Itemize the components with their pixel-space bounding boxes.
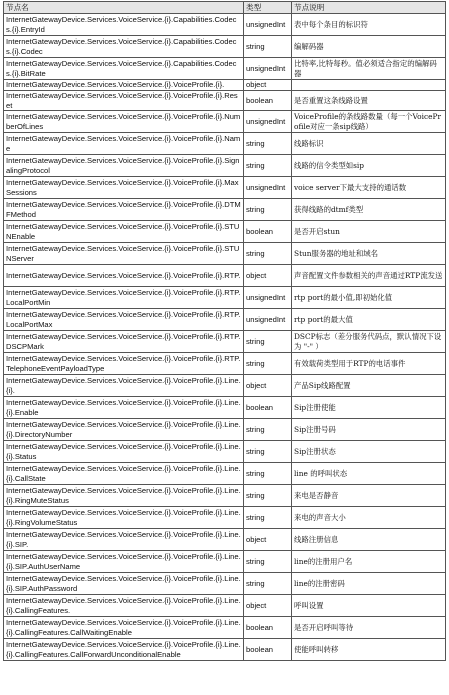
table-row (4, 155, 446, 177)
table-row (4, 287, 446, 309)
description-cell: voice server下最大支持的通话数 (292, 177, 446, 199)
table-row (4, 551, 446, 573)
description-cell: 表中每个条目的标识符 (292, 14, 446, 36)
node-name-cell: InternetGatewayDevice.Services.VoiceService.{i}.VoiceProfile.{i}.SignalingProtocol (4, 155, 244, 177)
table-row (4, 80, 446, 91)
table-row (4, 309, 446, 331)
description-cell (292, 80, 446, 91)
type-cell: boolean (244, 617, 292, 639)
table-row (4, 397, 446, 419)
node-name-cell: InternetGatewayDevice.Services.VoiceService.{i}.VoiceProfile.{i}.MaxSessions (4, 177, 244, 199)
type-cell: string (244, 331, 292, 353)
node-name-cell: InternetGatewayDevice.Services.VoiceService.{i}.VoiceProfile.{i}.Line.{i}.CallingFeatures. (4, 595, 244, 617)
node-name-cell: InternetGatewayDevice.Services.VoiceService.{i}.Capabilities.Codecs.{i}.BitRate (4, 58, 244, 80)
description-cell: 有效载荷类型用于RTP的电话事件 (292, 353, 446, 375)
description-cell: 是否开启stun (292, 221, 446, 243)
type-cell: unsignedInt (244, 309, 292, 331)
table-body (4, 14, 446, 661)
table-row (4, 595, 446, 617)
node-name-cell: InternetGatewayDevice.Services.VoiceService.{i}.VoiceProfile.{i}.Line.{i}.SIP.AuthPassword (4, 573, 244, 595)
description-cell: line的注册密码 (292, 573, 446, 595)
description-cell: 声音配置文件参数相关的声音通过RTP流发送 (292, 265, 446, 287)
node-name-cell: InternetGatewayDevice.Services.VoiceService.{i}.VoiceProfile.{i}.RTP. (4, 265, 244, 287)
type-cell: object (244, 375, 292, 397)
table-row (4, 265, 446, 287)
type-cell: unsignedInt (244, 287, 292, 309)
header-type: 类型 (244, 2, 292, 14)
type-cell: boolean (244, 91, 292, 111)
node-name-cell: InternetGatewayDevice.Services.VoiceService.{i}.VoiceProfile.{i}.RTP.LocalPortMax (4, 309, 244, 331)
node-name-cell: InternetGatewayDevice.Services.VoiceService.{i}.VoiceProfile.{i}.Line.{i}.Status (4, 441, 244, 463)
description-cell: 来电是否静音 (292, 485, 446, 507)
type-cell: string (244, 243, 292, 265)
node-name-cell: InternetGatewayDevice.Services.VoiceService.{i}.VoiceProfile.{i}.NumberOfLines (4, 111, 244, 133)
table-row (4, 36, 446, 58)
description-cell: 来电的声音大小 (292, 507, 446, 529)
type-cell: boolean (244, 639, 292, 661)
type-cell: unsignedInt (244, 14, 292, 36)
table-row (4, 14, 446, 36)
description-cell: Sip注册状态 (292, 441, 446, 463)
type-cell: string (244, 36, 292, 58)
table-row (4, 243, 446, 265)
description-cell: Stun服务器的地址和域名 (292, 243, 446, 265)
description-cell: 是否重置这条线路设置 (292, 91, 446, 111)
table-row (4, 221, 446, 243)
type-cell: string (244, 133, 292, 155)
header-node-name: 节点名 (4, 2, 244, 14)
table-row (4, 331, 446, 353)
type-cell: string (244, 419, 292, 441)
node-name-cell: InternetGatewayDevice.Services.VoiceService.{i}.VoiceProfile.{i}.RTP.TelephoneEventPayloadType (4, 353, 244, 375)
type-cell: unsignedInt (244, 177, 292, 199)
table-row (4, 507, 446, 529)
description-cell: 获得线路的dtmf类型 (292, 199, 446, 221)
type-cell: boolean (244, 397, 292, 419)
description-cell: 产品Sip线路配置 (292, 375, 446, 397)
description-cell: line的注册用户名 (292, 551, 446, 573)
table-row (4, 133, 446, 155)
description-cell: Sip注册使能 (292, 397, 446, 419)
table-row (4, 177, 446, 199)
type-cell: string (244, 507, 292, 529)
node-name-cell: InternetGatewayDevice.Services.VoiceService.{i}.Capabilities.Codecs.{i}.EntryId (4, 14, 244, 36)
description-cell: 使能呼叫转移 (292, 639, 446, 661)
type-cell: boolean (244, 221, 292, 243)
description-cell: VoiceProfile的条线路数量（每一个VoiceProfile对应一条sip线路） (292, 111, 446, 133)
table-header-row (4, 2, 446, 14)
node-name-cell: InternetGatewayDevice.Services.VoiceService.{i}.VoiceProfile.{i}.Line.{i}.SIP. (4, 529, 244, 551)
type-cell: string (244, 199, 292, 221)
type-cell: string (244, 551, 292, 573)
type-cell: string (244, 353, 292, 375)
description-cell: 编解码器 (292, 36, 446, 58)
node-name-cell: InternetGatewayDevice.Services.VoiceService.{i}.VoiceProfile.{i}.Name (4, 133, 244, 155)
node-name-cell: InternetGatewayDevice.Services.VoiceService.{i}.VoiceProfile.{i}.RTP.LocalPortMin (4, 287, 244, 309)
table-row (4, 529, 446, 551)
type-cell: object (244, 265, 292, 287)
type-cell: string (244, 155, 292, 177)
node-name-cell: InternetGatewayDevice.Services.VoiceService.{i}.VoiceProfile.{i}.STUNEnable (4, 221, 244, 243)
node-name-cell: InternetGatewayDevice.Services.VoiceService.{i}.VoiceProfile.{i}.Line.{i}.CallingFeatures.CallForwardUnconditionalEnable (4, 639, 244, 661)
description-cell: DSCP标志（差分服务代码点，默认情况下设为 "-" ） (292, 331, 446, 353)
table-row (4, 463, 446, 485)
table-row (4, 485, 446, 507)
table-row (4, 91, 446, 111)
table-row (4, 58, 446, 80)
type-cell: unsignedInt (244, 111, 292, 133)
type-cell: string (244, 485, 292, 507)
node-name-cell: InternetGatewayDevice.Services.VoiceService.{i}.Capabilities.Codecs.{i}.Codec (4, 36, 244, 58)
type-cell: object (244, 595, 292, 617)
node-name-cell: InternetGatewayDevice.Services.VoiceService.{i}.VoiceProfile.{i}.Line.{i}. (4, 375, 244, 397)
node-name-cell: InternetGatewayDevice.Services.VoiceService.{i}.VoiceProfile.{i}.DTMFMethod (4, 199, 244, 221)
description-cell: rtp port的最小值,即初始化值 (292, 287, 446, 309)
parameter-table (3, 1, 446, 661)
type-cell: string (244, 463, 292, 485)
node-name-cell: InternetGatewayDevice.Services.VoiceService.{i}.VoiceProfile.{i}.Line.{i}.Enable (4, 397, 244, 419)
node-name-cell: InternetGatewayDevice.Services.VoiceService.{i}.VoiceProfile.{i}.Line.{i}.CallingFeatures.CallWaitingEnable (4, 617, 244, 639)
type-cell: object (244, 80, 292, 91)
table-row (4, 617, 446, 639)
type-cell: string (244, 573, 292, 595)
description-cell: 线路注册信息 (292, 529, 446, 551)
table-row (4, 639, 446, 661)
table-row (4, 573, 446, 595)
node-name-cell: InternetGatewayDevice.Services.VoiceService.{i}.VoiceProfile.{i}. (4, 80, 244, 91)
table-row (4, 353, 446, 375)
description-cell: 呼叫设置 (292, 595, 446, 617)
description-cell: line 的呼叫状态 (292, 463, 446, 485)
header-description: 节点说明 (292, 2, 446, 14)
description-cell: 线路标识 (292, 133, 446, 155)
node-name-cell: InternetGatewayDevice.Services.VoiceService.{i}.VoiceProfile.{i}.RTP.DSCPMark (4, 331, 244, 353)
table-row (4, 375, 446, 397)
type-cell: string (244, 441, 292, 463)
node-name-cell: InternetGatewayDevice.Services.VoiceService.{i}.VoiceProfile.{i}.Line.{i}.SIP.AuthUserName (4, 551, 244, 573)
description-cell: 线路的信令类型如sip (292, 155, 446, 177)
node-name-cell: InternetGatewayDevice.Services.VoiceService.{i}.VoiceProfile.{i}.Line.{i}.DirectoryNumber (4, 419, 244, 441)
table-row (4, 111, 446, 133)
table-row (4, 441, 446, 463)
description-cell: Sip注册号码 (292, 419, 446, 441)
table-row (4, 419, 446, 441)
node-name-cell: InternetGatewayDevice.Services.VoiceService.{i}.VoiceProfile.{i}.STUNServer (4, 243, 244, 265)
description-cell: rtp port的最大值 (292, 309, 446, 331)
node-name-cell: InternetGatewayDevice.Services.VoiceService.{i}.VoiceProfile.{i}.Line.{i}.RingVolumeStatus (4, 507, 244, 529)
node-name-cell: InternetGatewayDevice.Services.VoiceService.{i}.VoiceProfile.{i}.Line.{i}.RingMuteStatus (4, 485, 244, 507)
type-cell: object (244, 529, 292, 551)
node-name-cell: InternetGatewayDevice.Services.VoiceService.{i}.VoiceProfile.{i}.Line.{i}.CallState (4, 463, 244, 485)
description-cell: 是否开启呼叫等待 (292, 617, 446, 639)
type-cell: unsignedInt (244, 58, 292, 80)
table-row (4, 199, 446, 221)
node-name-cell: InternetGatewayDevice.Services.VoiceService.{i}.VoiceProfile.{i}.Reset (4, 91, 244, 111)
description-cell: 比特率,比特每秒。值必须适合指定的编解码器 (292, 58, 446, 80)
